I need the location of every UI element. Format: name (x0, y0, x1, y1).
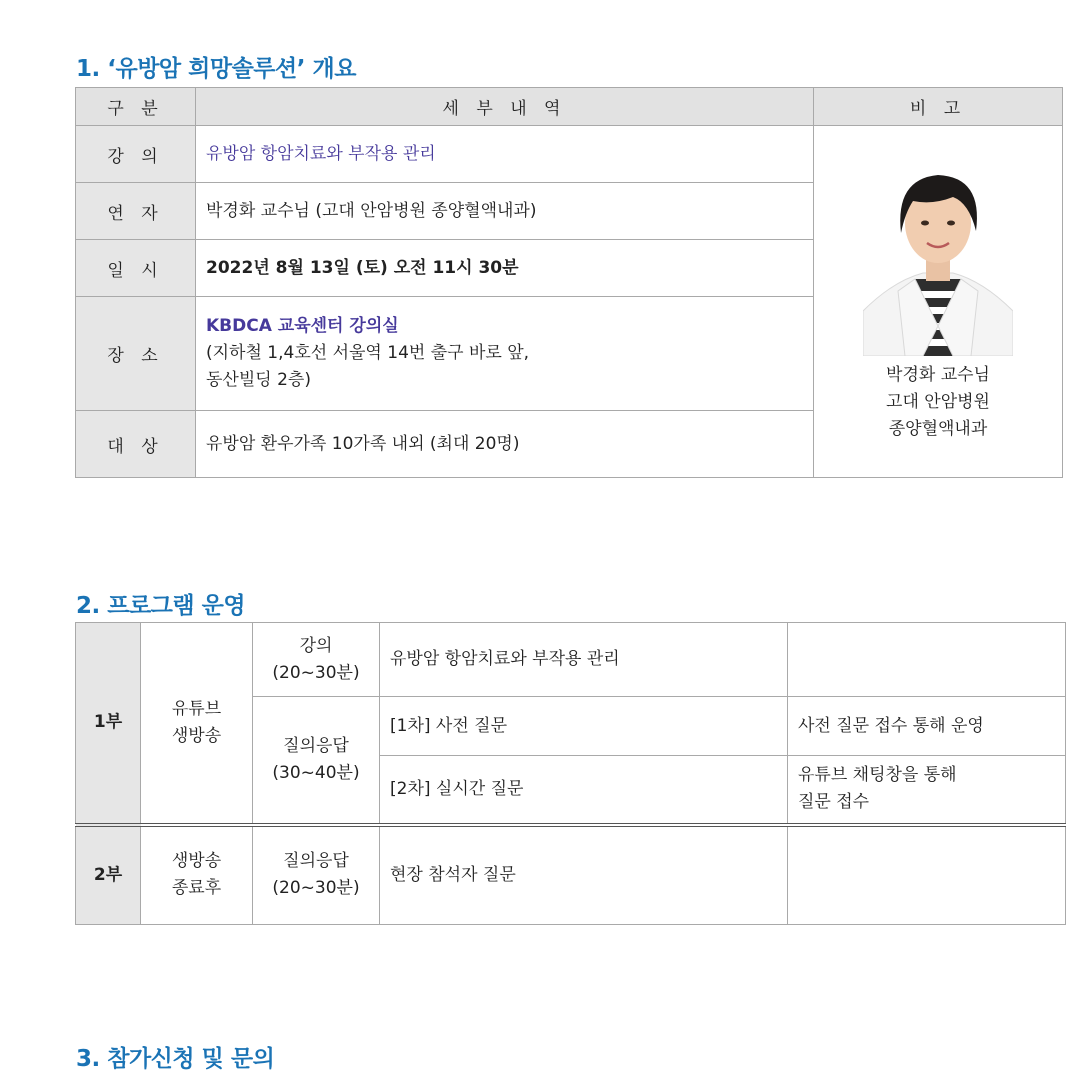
section-1-title: 1. ‘유방암 희망솔루션’ 개요 (76, 56, 356, 82)
row-label-speaker: 연 자 (76, 183, 196, 240)
qa-type-cell (253, 697, 380, 825)
qa-duration: (30~40분) (272, 762, 360, 783)
venue-directions: (지하철 1,4호선 서울역 14번 출구 바로 앞, (206, 343, 530, 363)
row-label-lecture: 강 의 (76, 126, 196, 183)
section-3-title: 3. 참가신청 및 문의 (76, 1046, 275, 1072)
part-2-type: 질의응답 (283, 851, 349, 872)
part-2-channel-line-1: 생방송 (171, 851, 222, 872)
speaker-value: 박경화 교수님 (고대 안암병원 종양혈액내과) (196, 183, 814, 240)
header-details: 세 부 내 역 (196, 88, 814, 126)
program-table (75, 622, 1066, 925)
venue-name: KBDCA 교육센터 강의실 (206, 316, 399, 336)
venue-value (196, 297, 814, 411)
part-2-duration: (20~30분) (272, 878, 360, 899)
lecture-value: 유방암 항암치료와 부작용 관리 (196, 126, 814, 183)
row-label-venue: 장 소 (76, 297, 196, 411)
row-label-datetime: 일 시 (76, 240, 196, 297)
part-2-content: 현장 참석자 질문 (380, 825, 788, 925)
qa-2-note-line-1: 유튜브 채팅창을 통해 (798, 765, 957, 786)
part-2-label: 2부 (76, 825, 141, 925)
part-2-channel (141, 825, 253, 925)
qa-2-content: [2차] 실시간 질문 (380, 756, 788, 825)
speaker-hospital: 고대 안암병원 (886, 391, 990, 412)
qa-2-note-line-2: 질문 접수 (798, 792, 870, 813)
lecture-duration: (20~30분) (272, 662, 360, 683)
venue-building: 동산빌딩 2층) (206, 370, 311, 390)
lecture-note (788, 623, 1066, 697)
qa-type: 질의응답 (283, 735, 349, 756)
header-category: 구 분 (76, 88, 196, 126)
qa-1-note: 사전 질문 접수 통해 운영 (788, 697, 1066, 756)
overview-table (75, 87, 1063, 478)
part-1-label: 1부 (76, 623, 141, 825)
speaker-name: 박경화 교수님 (886, 364, 990, 385)
target-value: 유방암 환우가족 10가족 내외 (최대 20명) (196, 411, 814, 478)
qa-2-note (788, 756, 1066, 825)
speaker-cell (814, 126, 1063, 478)
doctor-portrait-icon (863, 161, 1013, 356)
part-2-note (788, 825, 1066, 925)
row-label-target: 대 상 (76, 411, 196, 478)
speaker-caption (814, 362, 1062, 443)
datetime-value: 2022년 8월 13일 (토) 오전 11시 30분 (196, 240, 814, 297)
part-2-channel-line-2: 종료후 (171, 878, 222, 899)
channel-line-1: 유튜브 (171, 698, 222, 719)
section-2-title: 2. 프로그램 운영 (76, 593, 246, 619)
part-2-type-cell (253, 825, 380, 925)
lecture-content: 유방암 항암치료와 부작용 관리 (380, 623, 788, 697)
part-1-channel (141, 623, 253, 825)
qa-1-content: [1차] 사전 질문 (380, 697, 788, 756)
lecture-type-cell (253, 623, 380, 697)
speaker-department: 종양혈액내과 (888, 418, 988, 439)
header-notes: 비 고 (814, 88, 1063, 126)
lecture-type: 강의 (299, 635, 333, 656)
channel-line-2: 생방송 (171, 725, 222, 746)
